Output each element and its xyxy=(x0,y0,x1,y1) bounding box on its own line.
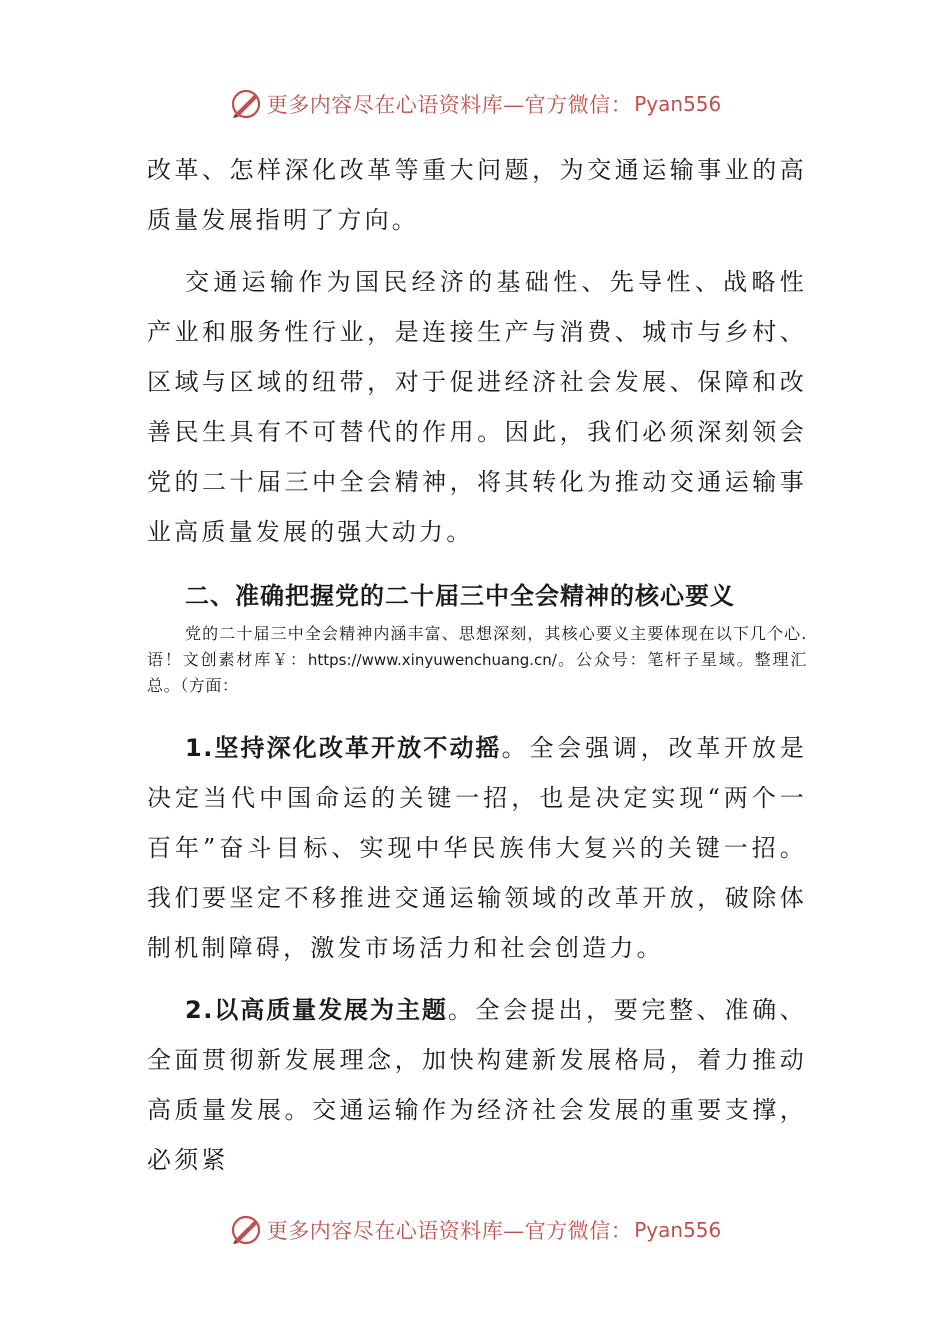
item-2-paragraph xyxy=(147,985,807,1185)
pen-logo-icon xyxy=(229,1213,263,1247)
banner-text: 更多内容尽在心语资料库—官方微信： xyxy=(266,93,633,117)
item-1-lead: 1.坚持深化改革开放不动摇 xyxy=(185,734,502,762)
banner-wechat-id: Pyan556 xyxy=(634,1218,722,1242)
document-body xyxy=(147,145,807,1185)
banner-text: 更多内容尽在心语资料库—官方微信： xyxy=(266,1219,633,1243)
item-1-body: 。全会强调，改革开放是决定当代中国命运的关键一招，也是决定实现“两个一百年”奋斗目标、实现中华民族伟大复兴的关键一招。我们要坚定不移推进交通运输领域的改革开放，破除体制机制障碍，激发市场活力和社会创造力。 xyxy=(147,734,807,962)
banner-wechat-id: Pyan556 xyxy=(634,92,722,116)
footer-banner xyxy=(0,1210,950,1250)
website-link-text: https://www.xinyuwenchuang.cn/ xyxy=(307,651,557,669)
small-text-a: 党的二十届三中全会精神内涵丰富、思想深刻，其核心要义主要体现在以下几个心.语！文创素材库￥： xyxy=(147,624,807,669)
header-banner xyxy=(0,84,950,124)
section-heading-2: 二、准确把握党的二十届三中全会精神的核心要义 xyxy=(185,582,735,610)
small-paragraph xyxy=(147,621,807,699)
item-2-body: 。全会提出，要完整、准确、全面贯彻新发展理念，加快构建新发展格局，着力推动高质量发展。交通运输作为经济社会发展的重要支撑，必须紧 xyxy=(147,996,807,1174)
pen-logo-icon xyxy=(229,87,263,121)
paragraph-1: 改革、怎样深化改革等重大问题，为交通运输事业的高质量发展指明了方向。 xyxy=(147,156,807,234)
small-text-b: 。公众号：笔杆子星域。整理汇总。（方面： xyxy=(147,650,807,695)
item-1-paragraph xyxy=(147,723,807,973)
paragraph-2: 交通运输作为国民经济的基础性、先导性、战略性产业和服务性行业，是连接生产与消费、城市与乡村、区域与区域的纽带，对于促进经济社会发展、保障和改善民生具有不可替代的作用。因此，我们必须深刻领会党的二十届三中全会精神，将其转化为推动交通运输事业高质量发展的强大动力。 xyxy=(147,268,807,546)
item-2-lead: 2.以高质量发展为主题 xyxy=(185,996,448,1024)
